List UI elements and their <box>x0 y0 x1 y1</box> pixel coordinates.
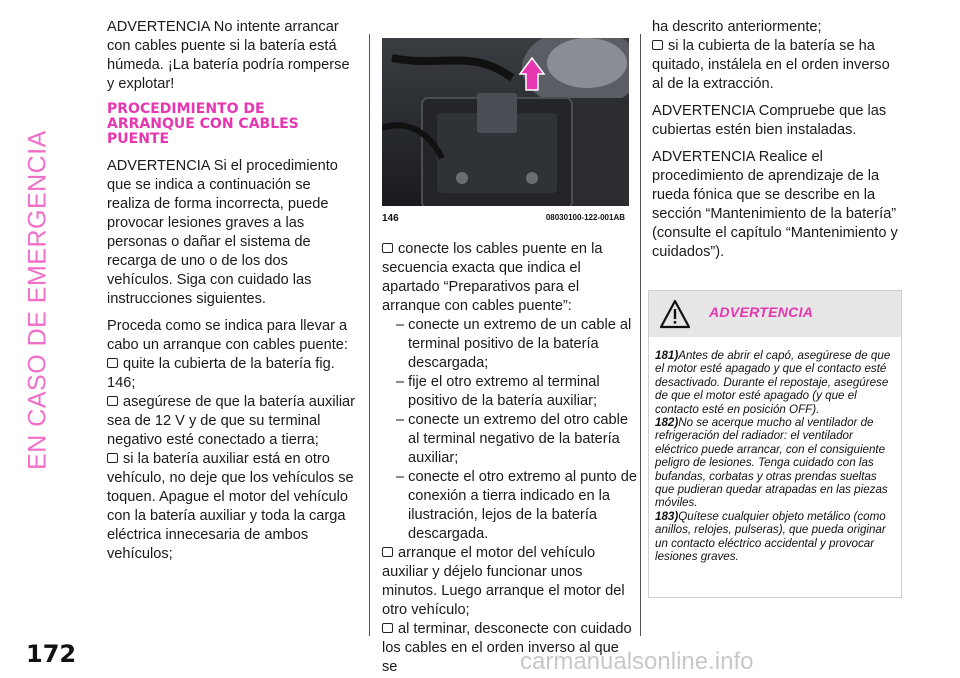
list-item: asegúrese de que la batería auxiliar sea de 12 V y de que su terminal negativo esté conectado a tierra; <box>107 394 356 448</box>
warning-box <box>648 290 902 598</box>
checkbox-bullet-icon <box>382 243 393 253</box>
warning-triangle-icon <box>659 299 691 329</box>
warning-paragraph-procedure: ADVERTENCIA Si el procedimiento que se indica a continuación se realiza de forma incorrecta, puede provocar lesiones graves a las personas o dañar el sistema de recarga de uno o de los dos vehículos. Siga con cuidado las instrucciones siguientes. <box>107 158 338 307</box>
intro-paragraph: Proceda como se indica para llevar a cabo un arranque con cables puente: <box>107 318 348 353</box>
list-item: si la cubierta de la batería se ha quitado, instálela en el orden inverso al de la extracción. <box>652 38 890 92</box>
dash-item: – conecte el otro extremo al punto de conexión a tierra indicado en la ilustración, lejos de la batería descargada. <box>396 469 637 542</box>
figure-number: 146 <box>382 213 399 224</box>
checkbox-bullet-icon <box>382 623 393 633</box>
list-item: al terminar, desconecte con cuidado los cables en el orden inverso al que se <box>382 621 632 675</box>
chapter-side-title: EN CASO DE EMERGENCIA <box>23 130 52 470</box>
dash-item: – conecte un extremo de un cable al terminal positivo de la batería descargada; <box>396 317 632 371</box>
checkbox-bullet-icon <box>107 396 118 406</box>
column-1 <box>107 18 357 564</box>
column-divider-left <box>369 34 370 636</box>
warning-item: 181)Antes de abrir el capó, asegúrese de que el motor esté apagado y que el contacto esté desactivado. Durante el repostaje, asegúrese de que el motor esté apagado (y que el contacto esté en posición OFF). <box>655 349 891 416</box>
column-3 <box>652 18 902 270</box>
warning-header <box>649 291 901 337</box>
dash-item: – conecte un extremo del otro cable al terminal negativo de la batería auxiliar; <box>396 412 629 466</box>
warning-item: 182)No se acerque mucho al ventilador de refrigeración del radiador: el ventilador eléctrico puede arrancar, con el consiguiente peligro de lesiones. Tenga cuidado con las bufandas, corbatas y otras prendas sueltas que pudieran quedar atrapadas en las piezas móviles. <box>655 416 888 510</box>
list-item: arranque el motor del vehículo auxiliar y déjelo funcionar unos minutos. Luego arranque el motor del otro vehículo; <box>382 545 625 618</box>
checkbox-bullet-icon <box>107 358 118 368</box>
warning-title: ADVERTENCIA <box>709 304 814 320</box>
battery-figure-image <box>382 38 629 224</box>
checkbox-bullet-icon <box>382 547 393 557</box>
watermark: carmanualsonline.info <box>520 648 754 675</box>
checkbox-bullet-icon <box>107 453 118 463</box>
continued-text: ha descrito anteriormente; <box>652 19 822 35</box>
list-item: si la batería auxiliar está en otro vehículo, no deje que los vehículos se toquen. Apague el motor del vehículo con la batería auxiliar y toda la carga eléctrica innecesaria de ambos vehículos; <box>107 451 354 562</box>
warning-paragraph-covers: ADVERTENCIA Compruebe que las cubiertas estén bien instaladas. <box>652 103 887 138</box>
warning-paragraph-wet-battery: ADVERTENCIA No intente arrancar con cables puente si la batería está húmeda. ¡La batería podría romperse y explotar! <box>107 19 350 92</box>
engine-bay-illustration <box>382 38 629 224</box>
warning-body <box>655 349 899 564</box>
section-heading: PROCEDIMIENTO DE ARRANQUE CON CABLES PUENTE <box>107 101 299 147</box>
warning-item: 183)Quítese cualquier objeto metálico (como anillos, relojes, pulseras), que pueda originar un contacto eléctrico accidental y provocar lesiones graves. <box>655 509 886 564</box>
column-2 <box>382 240 637 677</box>
warning-paragraph-phonic-wheel: ADVERTENCIA Realice el procedimiento de aprendizaje de la rueda fónica que se describe en la sección “Mantenimiento de la batería” (consulte el capítulo “Mantenimiento y cuidados”). <box>652 149 898 260</box>
dash-item: – fije el otro extremo al terminal positivo de la batería auxiliar; <box>396 374 600 409</box>
figure-code: 08030100-122-001AB <box>545 213 625 222</box>
list-item: conecte los cables puente en la secuencia exacta que indica el apartado “Preparativos para el arranque con cables puente”: <box>382 241 603 314</box>
list-item: quite la cubierta de la batería fig. 146; <box>107 356 335 391</box>
figure-caption <box>382 213 629 229</box>
checkbox-bullet-icon <box>652 40 663 50</box>
page-number: 172 <box>26 640 77 668</box>
column-divider-right <box>640 34 641 636</box>
dash-list <box>396 316 637 544</box>
